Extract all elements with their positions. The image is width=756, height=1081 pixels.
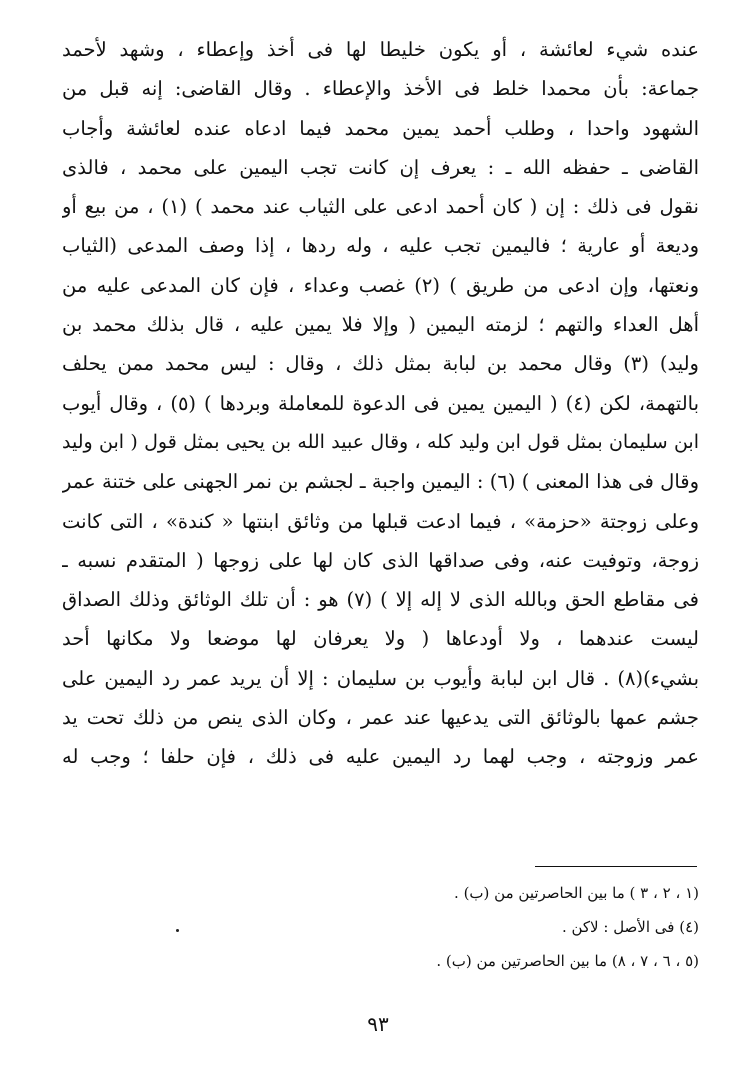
text-line: زوجة، وتوفيت عنه، وفى صداقها الذى كان لها على زوجها ( المتقدم نسبه ـ	[62, 548, 699, 572]
stray-dot-mark	[176, 929, 179, 932]
text-line: وقال فى هذا المعنى ) (٦) : اليمين واجبة ـ لجشم بن نمر الجهنى على ختنة عمر	[62, 470, 699, 494]
text-line: عمر وزوجته ، وجب لهما رد اليمين عليه فى ذلك ، فإن حلفا ؛ وجب له	[62, 745, 699, 769]
footnote-divider	[535, 866, 697, 867]
text-line: القاضى ـ حفظه الله ـ : يعرف إن كانت تجب اليمين على محمد ، فالذى	[62, 155, 699, 179]
text-line: بالتهمة، لكن (٤) ( اليمين يمين فى الدعوة للمعاملة وبردها ) (٥) ، وقال أيوب	[62, 391, 699, 415]
footnote: (٤) فى الأصل : لاكن .	[561, 918, 699, 936]
text-line: جشم عمها بالوثائق التى يدعيها عند عمر ، وكان الذى ينص من ذلك تحت يد	[62, 706, 699, 730]
text-line: ونعتها، وإن ادعى من طريق ) (٢) غصب وعداء ، فإن كان المدعى عليه من	[62, 273, 699, 297]
main-text-block	[62, 30, 699, 777]
text-line: وديعة أو عارية ؛ فاليمين تجب عليه ، وله ردها ، إذا وصف المدعى (الثياب	[62, 234, 699, 258]
page-number: ٩٣	[367, 1012, 389, 1036]
text-line: ليست عندهما ، ولا أودعاها ( ولا يعرفان لها موضعا ولا مكانها أحد	[62, 627, 699, 651]
footnotes-block	[279, 876, 699, 978]
text-line: نقول فى ذلك : إن ( كان أحمد ادعى على الثياب عند محمد ) (١) ، من بيع أو	[62, 195, 699, 219]
text-line: بشيء)(٨) . قال ابن لبابة وأيوب بن سليمان : إلا أن يريد عمر رد اليمين على	[62, 666, 699, 690]
text-line: ابن سليمان بمثل قول ابن وليد كله ، وقال عبيد الله بن يحيى بمثل قول ( ابن وليد	[62, 430, 699, 453]
text-line: جماعة: بأن محمدا خلط فى الأخذ والإعطاء . وقال القاضى: إنه قبل من	[62, 77, 699, 101]
text-line: الشهود واحدا ، وطلب أحمد يمين محمد فيما ادعاه عنده لعائشة وأجاب	[62, 116, 699, 140]
footnote: (٥ ، ٦ ، ٧ ، ٨) ما بين الحاصرتين من (ب) .	[436, 952, 699, 970]
text-line: وليد) (٣) وقال محمد بن لبابة بمثل ذلك ، وقال : ليس محمد ممن يحلف	[62, 352, 699, 376]
text-line: عنده شيء لعائشة ، أو يكون خليطا لها فى أخذ وإعطاء ، وشهد لأحمد	[62, 38, 699, 61]
text-line: فى مقاطع الحق وبالله الذى لا إله إلا ) (٧) هو : أن تلك الوثائق وذلك الصداق	[62, 588, 699, 612]
text-line: أهل العداء والتهم ؛ لزمته اليمين ( وإلا فلا يمين عليه ، قال بذلك محمد بن	[62, 313, 699, 337]
text-line: وعلى زوجتة «حزمة» ، فيما ادعت قبلها من وثائق ابنتها « كندة» ، التى كانت	[62, 509, 699, 533]
footnote: (١ ، ٢ ، ٣ ) ما بين الحاصرتين من (ب) .	[454, 884, 699, 902]
